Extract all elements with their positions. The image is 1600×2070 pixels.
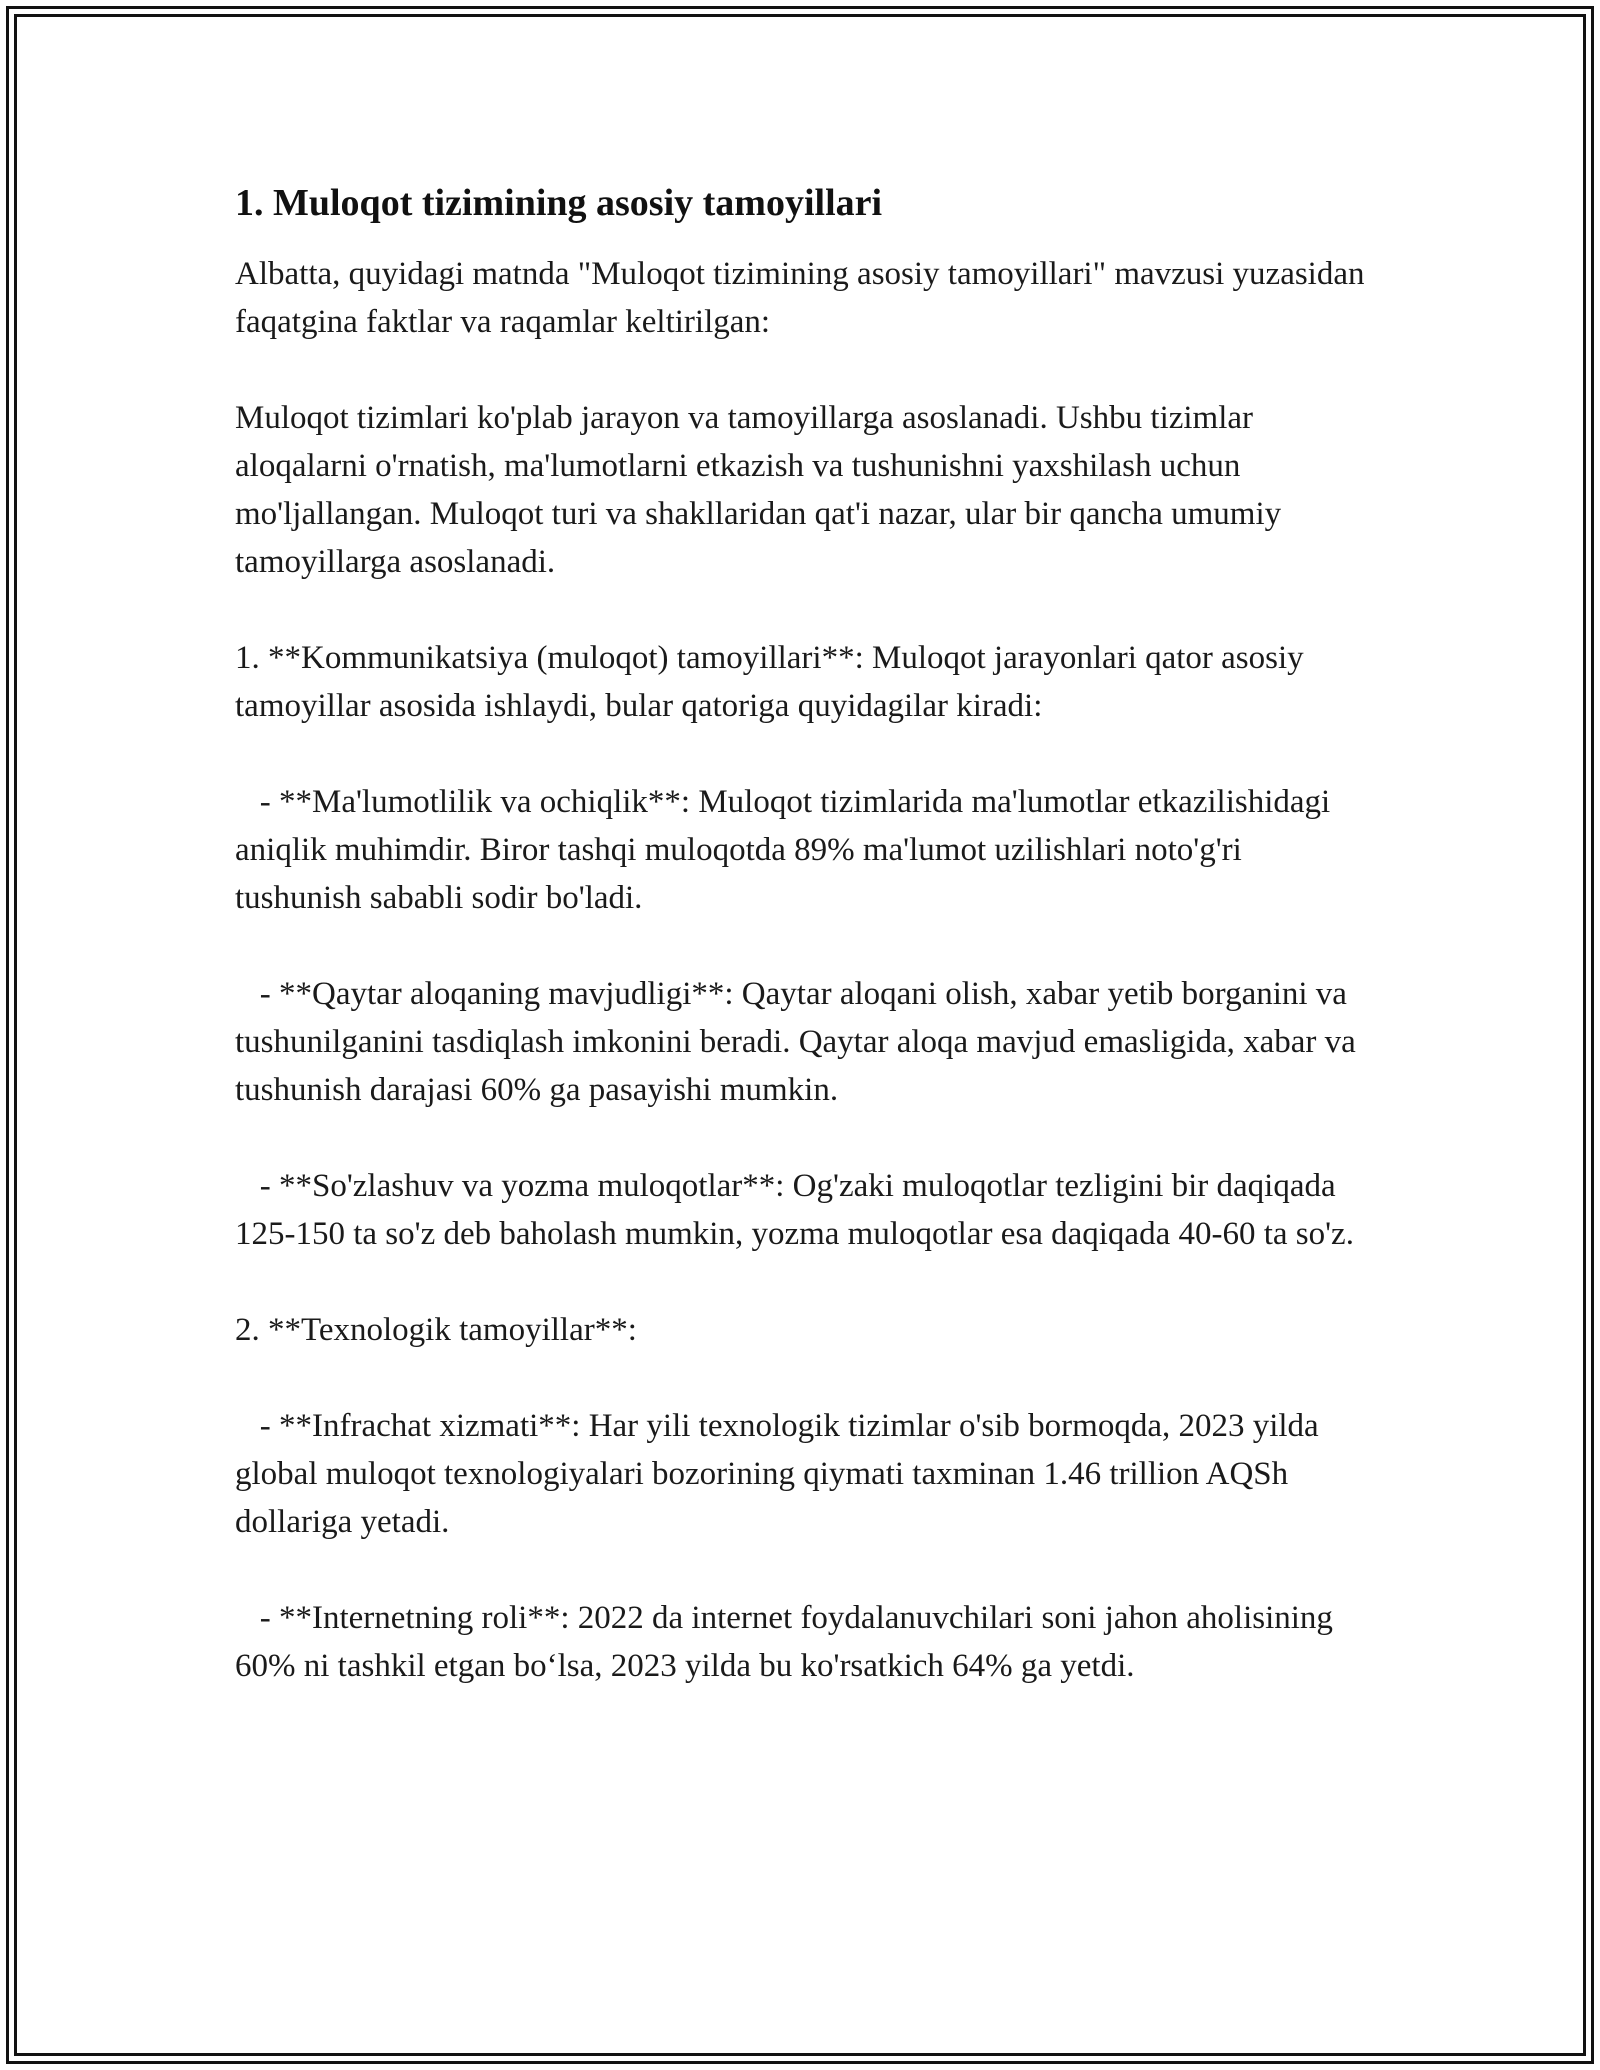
document-body [235, 180, 1373, 1690]
list-item-technological-principles: 2. **Texnologik tamoyillar**: [235, 1311, 637, 1348]
paragraph-intro: Albatta, quyidagi matnda "Muloqot tizimining asosiy tamoyillari" mavzusi yuzasidan faqatgina faktlar va raqamlar keltirilgan: [235, 255, 1373, 340]
sub-item-feedback: - **Qaytar aloqaning mavjudligi**: Qaytar aloqani olish, xabar yetib borganini va tushunilganini tasdiqlash imkonini beradi. Qaytar aloqa mavjud emasligida, xabar va tushunish darajasi 60% ga pasayishi mumkin. [235, 975, 1365, 1108]
sub-item-internet-role: - **Internetning roli**: 2022 da internet foydalanuvchilari soni jahon aholisining 60% ni tashkil etgan bo‘lsa, 2023 yilda bu ko'rsatkich 64% ga yetdi. [235, 1599, 1342, 1684]
sub-item-infrachat: - **Infrachat xizmati**: Har yili texnologik tizimlar o'sib bormoqda, 2023 yilda global muloqot texnologiyalari bozorining qiymati taxminan 1.46 trillion AQSh dollariga yetadi. [235, 1407, 1327, 1540]
paragraph-overview: Muloqot tizimlari ko'plab jarayon va tamoyillarga asoslanadi. Ushbu tizimlar aloqalarni o'rnatish, ma'lumotlarni etkazish va tushunishni yaxshilash uchun mo'ljallangan. Muloqot turi va shakllaridan qat'i nazar, ular bir qancha umumiy tamoyillarga asoslanadi. [235, 399, 1290, 580]
list-item-communication-principles: 1. **Kommunikatsiya (muloqot) tamoyillari**: Muloqot jarayonlari qator asosiy tamoyillar asosida ishlaydi, bular qatoriga quyidagilar kiradi: [235, 639, 1312, 724]
document-title: 1. Muloqot tizimining asosiy tamoyillari [235, 182, 883, 224]
sub-item-spoken-written: - **So'zlashuv va yozma muloqotlar**: Og'zaki muloqotlar tezligini bir daqiqada 125-150 ta so'z deb baholash mumkin, yozma muloqotlar esa daqiqada 40-60 ta so'z. [235, 1167, 1354, 1252]
sub-item-information-openness: - **Ma'lumotlilik va ochiqlik**: Muloqot tizimlarida ma'lumotlar etkazilishidagi aniqlik muhimdir. Biror tashqi muloqotda 89% ma'lumot uzilishlari noto'g'ri tushunish sababli sodir bo'ladi. [235, 783, 1339, 916]
